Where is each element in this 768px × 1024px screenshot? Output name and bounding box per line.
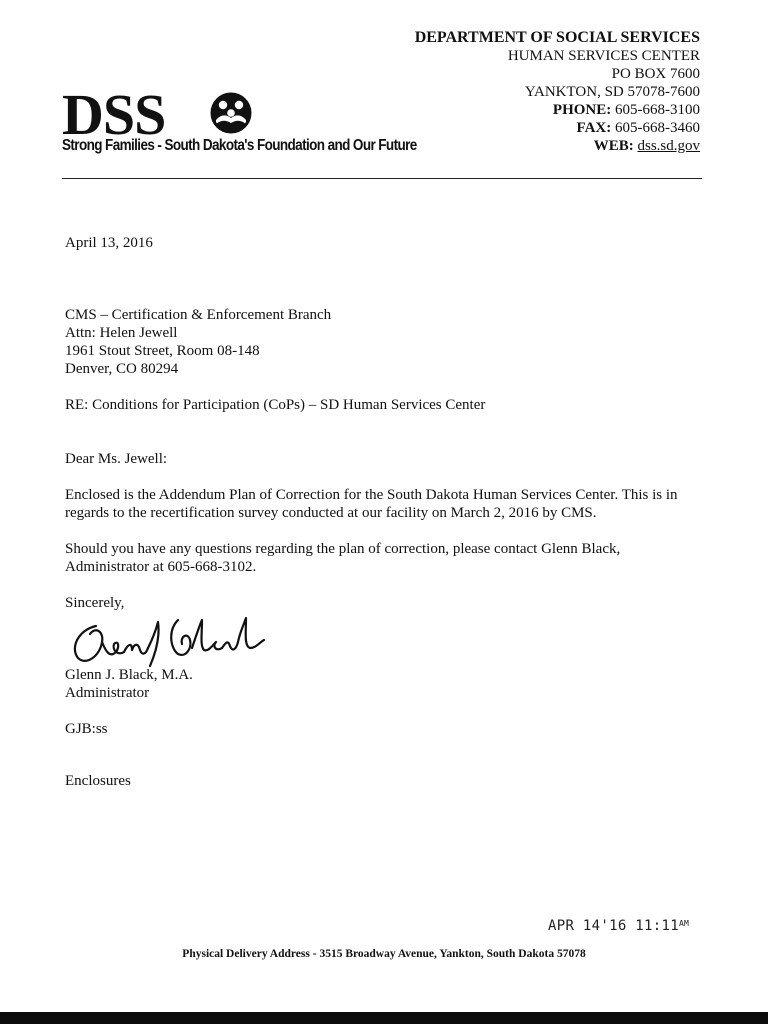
scan-edge-bar (0, 1012, 768, 1024)
signer-name: Glenn J. Black, M.A. (65, 667, 193, 683)
stamp-text: APR 14'16 11:11 (548, 918, 679, 934)
body-paragraph: Should you have any questions regarding the plan of correction, please contact Glenn Black, Administrator at 605-668-3102. (65, 541, 621, 575)
letter-date: April 13, 2016 (65, 235, 153, 251)
fax-label: FAX: (576, 120, 612, 136)
fax-line (415, 119, 700, 137)
family-emblem-icon (208, 90, 254, 136)
recipient-line: 1961 Stout Street, Room 08-148 (65, 343, 260, 359)
web-label: WEB: (593, 138, 634, 154)
signer-title: Administrator (65, 685, 150, 701)
po-box: PO BOX 7600 (611, 66, 700, 82)
recipient-line: Attn: Helen Jewell (65, 325, 178, 341)
logo-text: DSS (62, 82, 166, 147)
department-address-block (415, 29, 700, 155)
handwritten-signature (66, 612, 266, 670)
web-link[interactable]: dss.sd.gov (637, 138, 700, 154)
salutation: Dear Ms. Jewell: (65, 451, 168, 467)
enclosures-note: Enclosures (65, 773, 131, 789)
city-state-zip: YANKTON, SD 57078-7600 (524, 84, 700, 100)
department-name: DEPARTMENT OF SOCIAL SERVICES (414, 29, 700, 46)
received-date-stamp (548, 918, 689, 934)
phone-number: 605-668-3100 (615, 102, 700, 118)
reference-initials: GJB:ss (65, 721, 108, 737)
fax-number: 605-668-3460 (615, 120, 700, 136)
logo-tagline: Strong Families - South Dakota's Foundation and Our Future (62, 136, 417, 154)
recipient-block (65, 306, 331, 378)
dss-logo (62, 82, 442, 156)
web-line (415, 137, 700, 155)
letterhead-divider (62, 178, 702, 179)
footer-address: Physical Delivery Address - 3515 Broadway Avenue, Yankton, South Dakota 57078 (182, 948, 586, 960)
phone-line (415, 101, 700, 119)
stamp-ampm: AM (678, 919, 690, 928)
body-paragraph: Enclosed is the Addendum Plan of Correction for the South Dakota Human Services Center. This is in regards to the recertification survey conducted at our facility on March 2, 2016 by CMS. (65, 487, 678, 521)
recipient-line: CMS – Certification & Enforcement Branch (65, 307, 332, 323)
recipient-line: Denver, CO 80294 (65, 361, 179, 377)
subject-line: RE: Conditions for Participation (CoPs) – SD Human Services Center (65, 397, 486, 413)
phone-label: PHONE: (552, 102, 612, 118)
center-name: HUMAN SERVICES CENTER (507, 48, 700, 64)
closing: Sincerely, (65, 595, 125, 611)
